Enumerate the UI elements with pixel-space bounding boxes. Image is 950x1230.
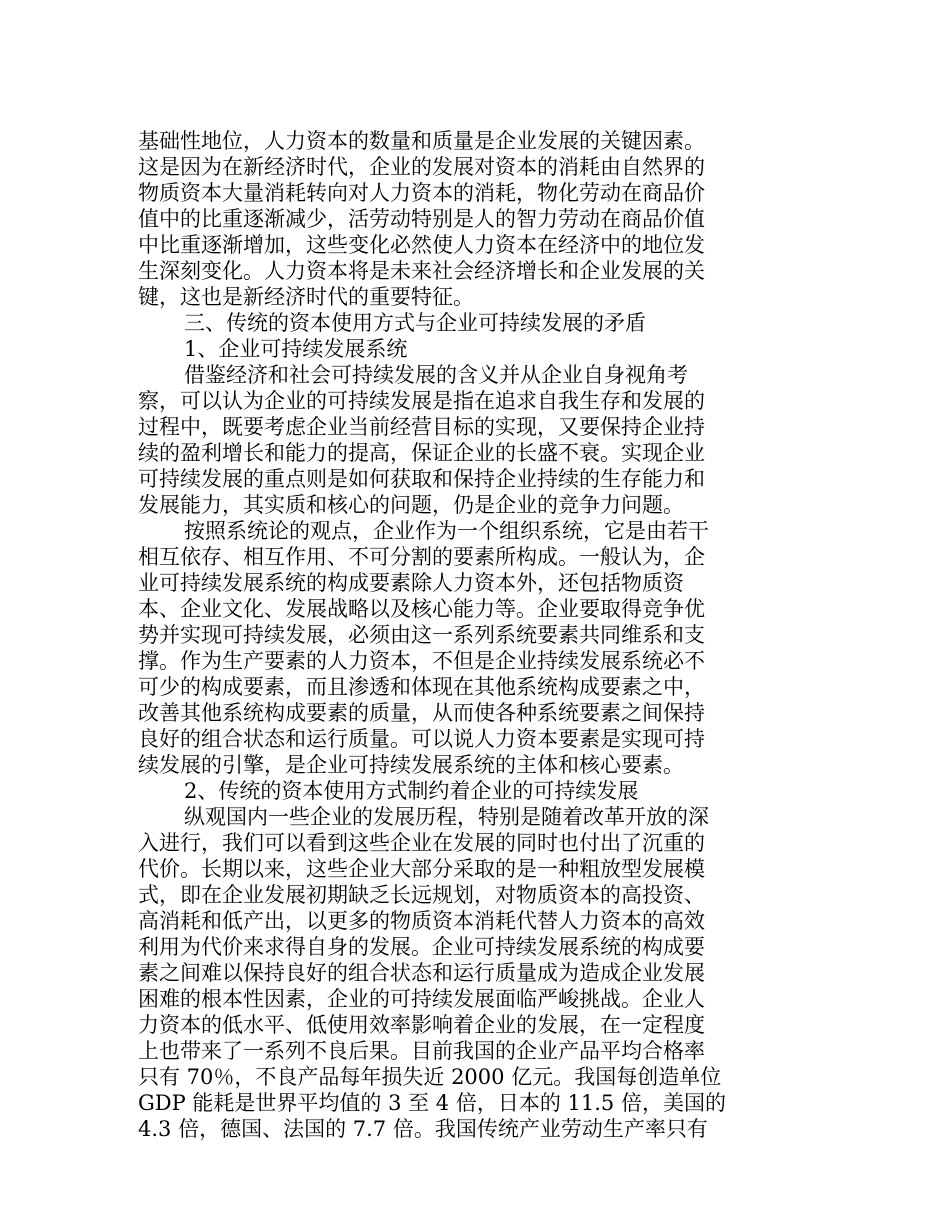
text-line: 代价。长期以来，这些企业大部分采取的是一种粗放型发展模	[138, 857, 705, 881]
document-body	[138, 128, 730, 1142]
text-line: 可少的构成要素，而且渗透和体现在其他系统构成要素之中，	[138, 675, 705, 699]
text-line: 续发展的引擎，是企业可持续发展系统的主体和核心要素。	[138, 753, 684, 777]
text-line: 三、传统的资本使用方式与企业可持续发展的矛盾	[184, 311, 646, 335]
text-line: 基础性地位，人力资本的数量和质量是企业发展的关键因素。	[138, 129, 705, 153]
text-line: 纵观国内一些企业的发展历程，特别是随着改革开放的深	[184, 805, 709, 829]
text-line: 业可持续发展系统的构成要素除人力资本外，还包括物质资	[138, 571, 684, 595]
text-line: 生深刻变化。人力资本将是未来社会经济增长和企业发展的关	[138, 259, 705, 283]
text-line: 这是因为在新经济时代，企业的发展对资本的消耗由自然界的	[138, 155, 705, 179]
text-line: 撑。作为生产要素的人力资本，不但是企业持续发展系统必不	[138, 649, 705, 673]
text-line: 发展能力，其实质和核心的问题，仍是企业的竞争力问题。	[138, 493, 684, 517]
text-line: 续的盈利增长和能力的提高，保证企业的长盛不衰。实现企业	[138, 441, 705, 465]
text-line: 素之间难以保持良好的组合状态和运行质量成为造成企业发展	[138, 961, 705, 985]
text-line: 相互依存、相互作用、不可分割的要素所构成。一般认为，企	[138, 545, 705, 569]
text-line: 察，可以认为企业的可持续发展是指在追求自我生存和发展的	[138, 389, 705, 413]
text-line: GDP 能耗是世界平均值的 3 至 4 倍，日本的 11.5 倍，美国的	[138, 1091, 726, 1115]
text-line: 势并实现可持续发展，必须由这一系列系统要素共同维系和支	[138, 623, 705, 647]
text-line: 良好的组合状态和运行质量。可以说人力资本要素是实现可持	[138, 727, 705, 751]
text-line: 本、企业文化、发展战略以及核心能力等。企业要取得竞争优	[138, 597, 705, 621]
text-line: 按照系统论的观点，企业作为一个组织系统，它是由若干	[184, 519, 709, 543]
text-line: 困难的根本性因素，企业的可持续发展面临严峻挑战。企业人	[138, 987, 705, 1011]
text-line: 物质资本大量消耗转向对人力资本的消耗，物化劳动在商品价	[138, 181, 705, 205]
text-line: 值中的比重逐渐减少，活劳动特别是人的智力劳动在商品价值	[138, 207, 705, 231]
text-line: 式，即在企业发展初期缺乏长远规划，对物质资本的高投资、	[138, 883, 705, 907]
text-line: 中比重逐渐增加，这些变化必然使人力资本在经济中的地位发	[138, 233, 705, 257]
text-line: 键，这也是新经济时代的重要特征。	[138, 285, 474, 309]
text-line: 借鉴经济和社会可持续发展的含义并从企业自身视角考	[184, 363, 688, 387]
text-line: 2、传统的资本使用方式制约着企业的可持续发展	[184, 779, 639, 803]
text-line: 上也带来了一系列不良后果。目前我国的企业产品平均合格率	[138, 1039, 705, 1063]
text-line: 4.3 倍，德国、法国的 7.7 倍。我国传统产业劳动生产率只有	[138, 1117, 708, 1141]
text-line: 只有 70％，不良产品每年损失近 2000 亿元。我国每创造单位	[138, 1065, 722, 1089]
text-line: 高消耗和低产出，以更多的物质资本消耗代替人力资本的高效	[138, 909, 705, 933]
text-line: 可持续发展的重点则是如何获取和保持企业持续的生存能力和	[138, 467, 705, 491]
text-line: 力资本的低水平、低使用效率影响着企业的发展，在一定程度	[138, 1013, 705, 1037]
text-line: 改善其他系统构成要素的质量，从而使各种系统要素之间保持	[138, 701, 705, 725]
text-line: 1、企业可持续发展系统	[184, 337, 408, 361]
text-line: 过程中，既要考虑企业当前经营目标的实现，又要保持企业持	[138, 415, 705, 439]
text-line: 利用为代价来求得自身的发展。企业可持续发展系统的构成要	[138, 935, 705, 959]
text-line: 入进行，我们可以看到这些企业在发展的同时也付出了沉重的	[138, 831, 705, 855]
